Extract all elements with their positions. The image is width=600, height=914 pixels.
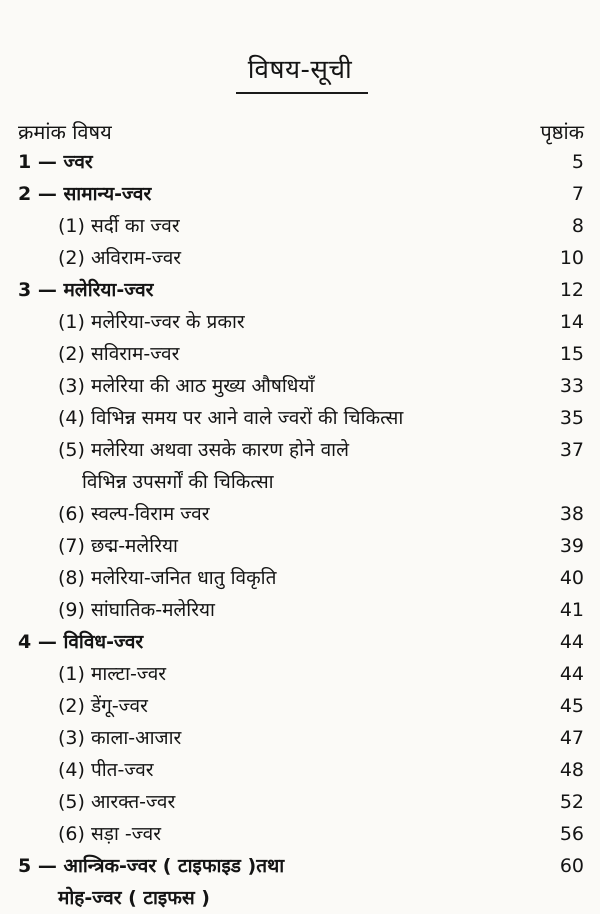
entry-page-number: 48 (559, 759, 584, 781)
toc-subentry (18, 562, 584, 594)
entry-page-number: 47 (559, 727, 584, 749)
entry-title: (6) स्वल्प-विराम ज्वर (58, 503, 210, 525)
entry-page-number: 56 (559, 823, 584, 845)
toc-subentry (18, 690, 584, 722)
toc-subentry (18, 338, 584, 370)
toc-subentry (18, 658, 584, 690)
entry-title: (2) अविराम-ज्वर (58, 247, 182, 269)
entry-page-number: 52 (559, 791, 584, 813)
toc-subentry (18, 754, 584, 786)
entry-page-number: 15 (559, 343, 584, 365)
entry-title: (4) पीत-ज्वर (58, 759, 154, 781)
entry-page-number: 44 (559, 663, 584, 685)
toc-subentry (18, 530, 584, 562)
toc-subentry (18, 818, 584, 850)
entry-page-number: 14 (559, 311, 584, 333)
toc-subentry (18, 434, 584, 466)
entry-page-number: 37 (559, 439, 584, 461)
entry-title: मोह-ज्वर ( टाइफस ) (58, 887, 210, 909)
entry-title: (1) मलेरिया-ज्वर के प्रकार (58, 311, 245, 333)
toc-subentry (18, 210, 584, 242)
entry-page-number: 45 (559, 695, 584, 717)
entry-title: (5) मलेरिया अथवा उसके कारण होने वाले (58, 439, 349, 461)
entry-page-number: 10 (559, 247, 584, 269)
toc-subentry (18, 722, 584, 754)
toc-header (18, 118, 584, 146)
toc-subentry (18, 306, 584, 338)
toc-chapter-entry (18, 146, 584, 178)
toc-chapter-entry (18, 626, 584, 658)
entry-title: (8) मलेरिया-जनित धातु विकृति (58, 567, 277, 589)
entry-title: (7) छद्म-मलेरिया (58, 535, 178, 557)
header-page-number: पृष्ठांक (540, 120, 584, 144)
toc-subentry (18, 498, 584, 530)
toc-subentry (18, 594, 584, 626)
entry-title: 1 — ज्वर (18, 151, 93, 173)
toc-subentry (18, 786, 584, 818)
entry-title: (2) सविराम-ज्वर (58, 343, 180, 365)
toc-subentry (18, 370, 584, 402)
toc-chapter-entry (18, 882, 584, 914)
entry-title: (3) मलेरिया की आठ मुख्य औषधियाँ (58, 375, 315, 397)
entry-page-number: 39 (559, 535, 584, 557)
entry-title: 3 — मलेरिया-ज्वर (18, 279, 154, 301)
entry-title: विभिन्न उपसर्गों की चिकित्सा (82, 471, 274, 493)
toc-subentry (18, 242, 584, 274)
entry-title: 2 — सामान्य-ज्वर (18, 183, 152, 205)
entry-title: 5 — आन्त्रिक-ज्वर ( टाइफाइड )तथा (18, 855, 285, 877)
page-title: विषय-सूची (247, 55, 353, 85)
entry-title: 4 — विविध-ज्वर (18, 631, 144, 653)
entry-page-number: 5 (571, 151, 584, 173)
title-underline (236, 92, 368, 94)
toc-chapter-entry (18, 850, 584, 882)
entry-page-number: 40 (559, 567, 584, 589)
entry-page-number: 8 (571, 215, 584, 237)
entry-title: (1) सर्दी का ज्वर (58, 215, 180, 237)
toc-subentry (18, 402, 584, 434)
entry-title: (9) सांघातिक-मलेरिया (58, 599, 215, 621)
entry-title: (6) सड़ा -ज्वर (58, 823, 161, 845)
entry-page-number: 12 (559, 279, 584, 301)
entry-title: (2) डेंगू-ज्वर (58, 695, 148, 717)
toc-list (18, 146, 584, 914)
entry-title: (4) विभिन्न समय पर आने वाले ज्वरों की चिकित्सा (58, 407, 404, 429)
toc-subentry (18, 466, 584, 498)
entry-title: (5) आरक्त-ज्वर (58, 791, 176, 813)
entry-page-number: 60 (559, 855, 584, 877)
entry-page-number: 35 (559, 407, 584, 429)
entry-page-number: 7 (571, 183, 584, 205)
toc-chapter-entry (18, 274, 584, 306)
entry-page-number: 38 (559, 503, 584, 525)
entry-page-number: 44 (559, 631, 584, 653)
toc-chapter-entry (18, 178, 584, 210)
entry-page-number: 33 (559, 375, 584, 397)
header-serial-subject: क्रमांक विषय (18, 120, 112, 144)
entry-page-number: 41 (559, 599, 584, 621)
entry-title: (3) काला-आजार (58, 727, 182, 749)
entry-title: (1) माल्टा-ज्वर (58, 663, 167, 685)
